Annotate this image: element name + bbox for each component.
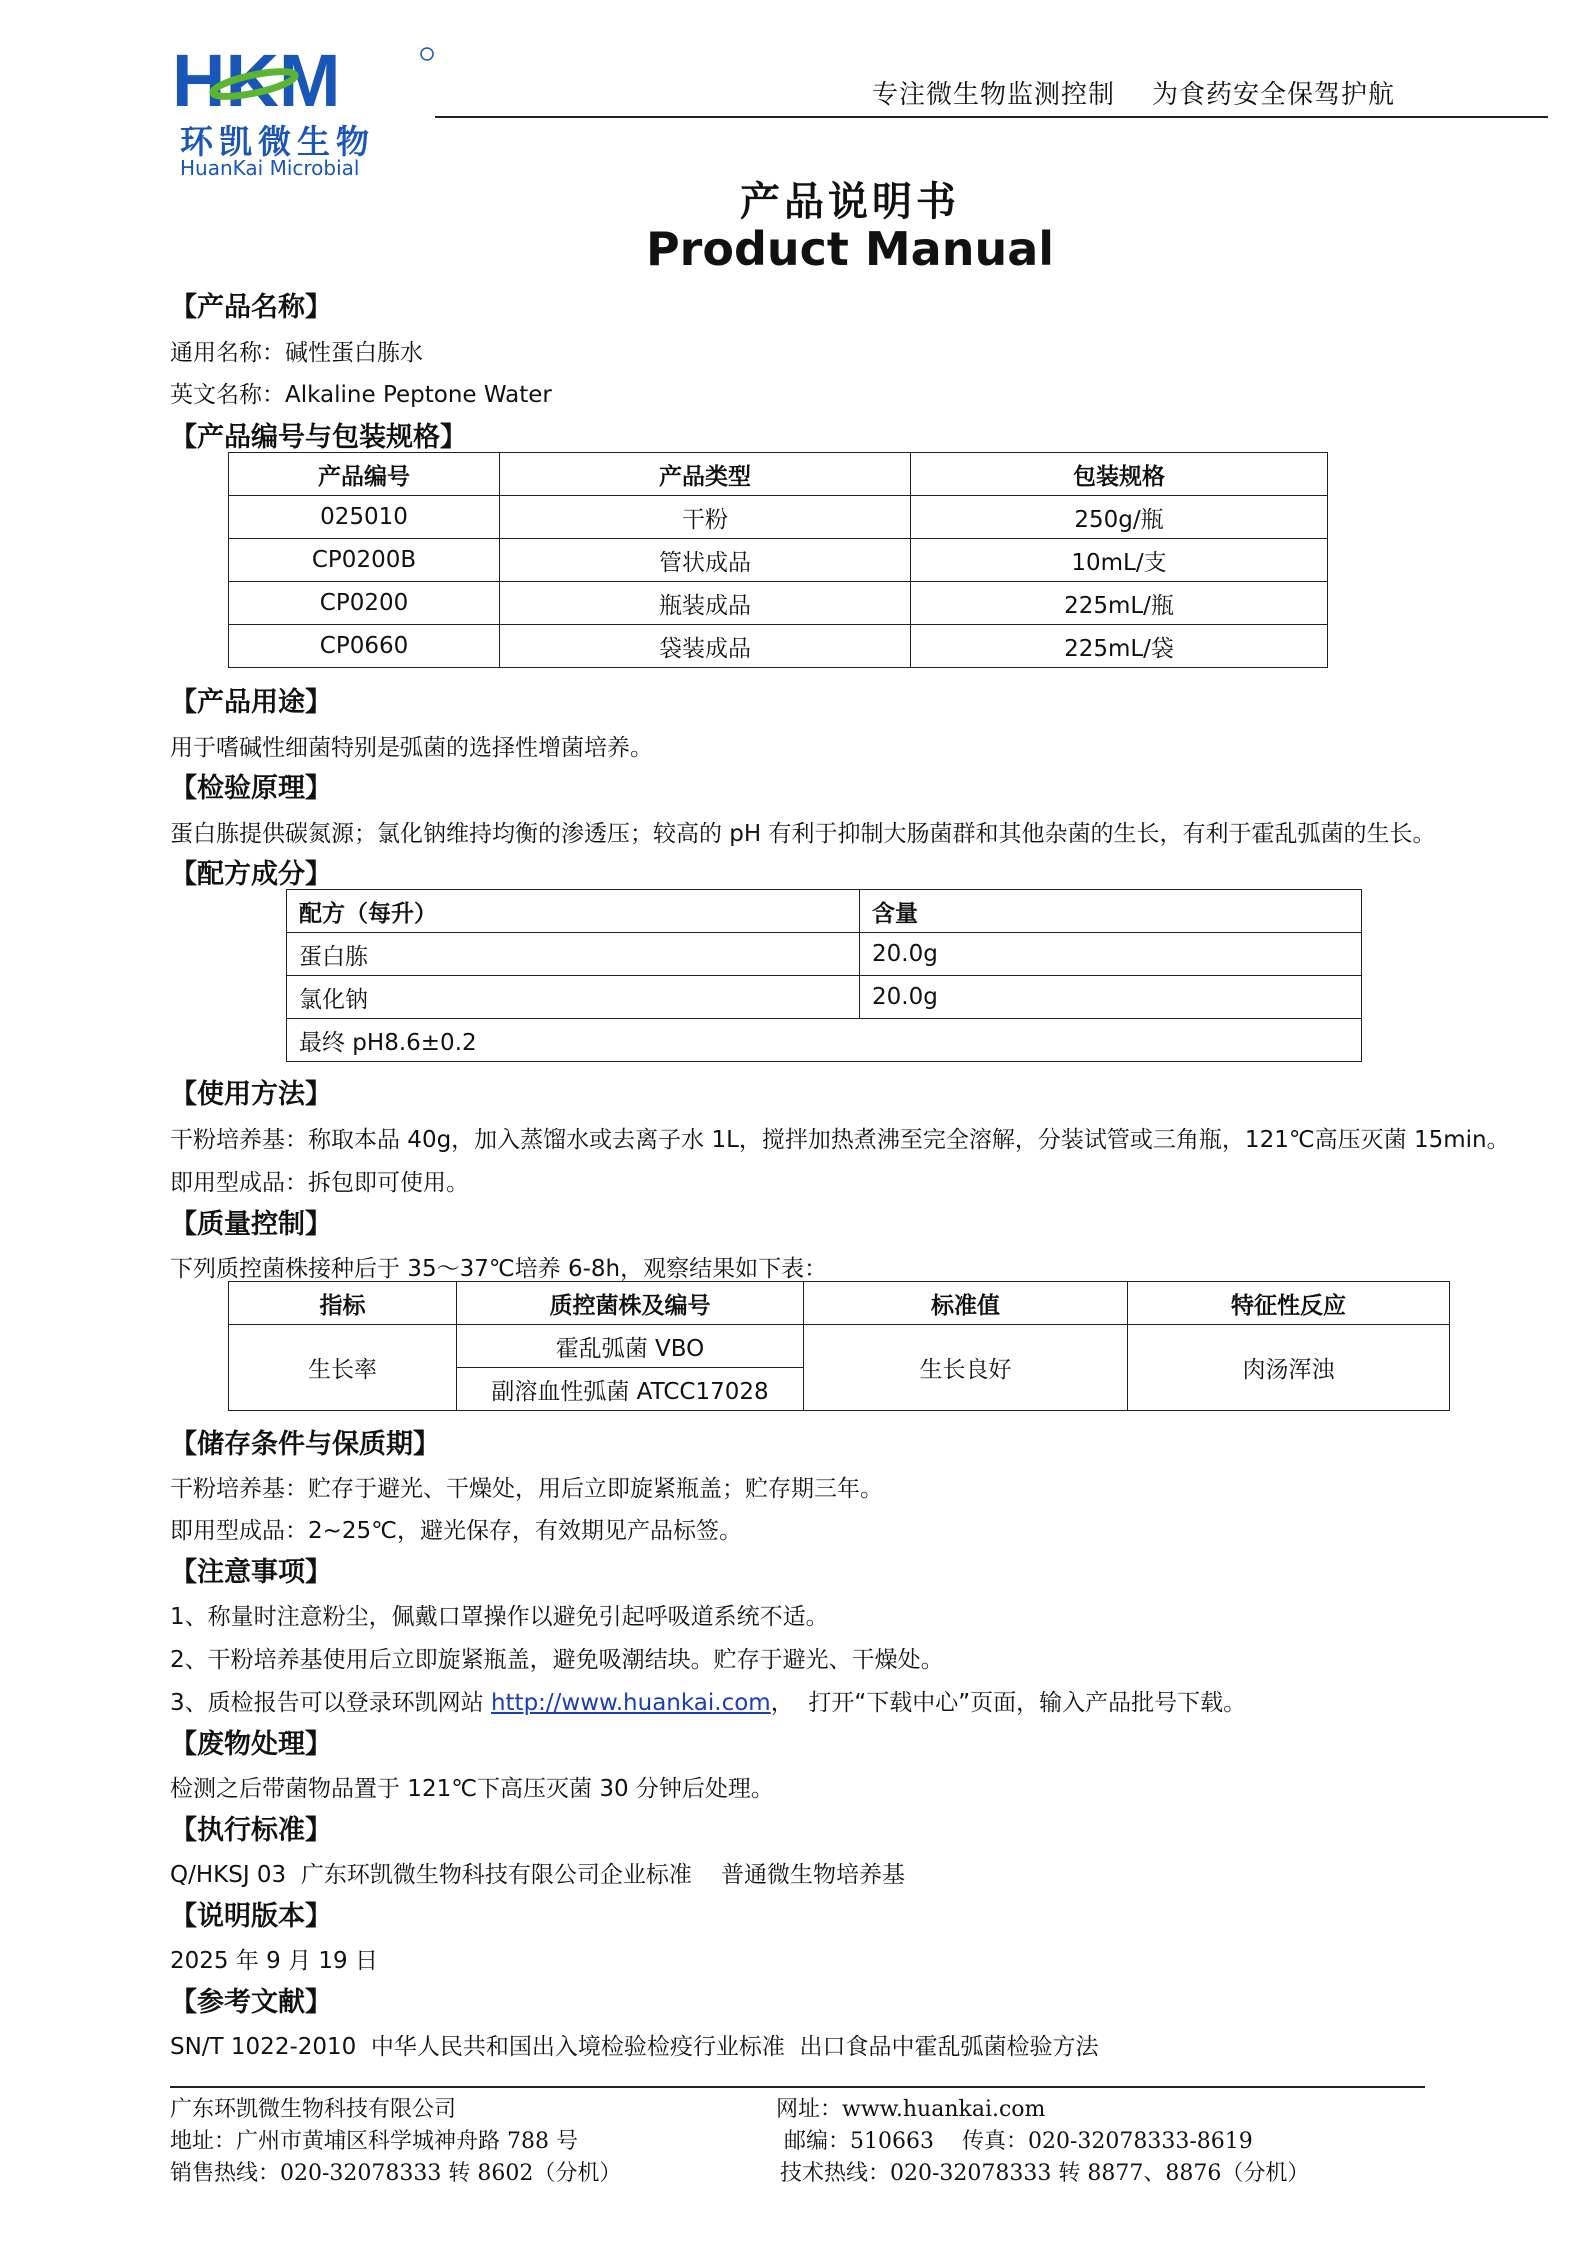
table-cell: CP0200B (229, 539, 500, 582)
qc-standard: 生长良好 (804, 1325, 1128, 1411)
english-name: 英文名称：Alkaline Peptone Water (170, 382, 552, 408)
website-link[interactable]: http://www.huankai.com (490, 1690, 771, 1716)
doc-title-en: Product Manual (645, 222, 1055, 276)
qc-table (228, 1281, 1450, 1411)
section-heading-name: 【产品名称】 (170, 292, 332, 323)
usage-text: 用于嗜碱性细菌特别是弧菌的选择性增菌培养。 (170, 735, 653, 761)
standard-text: Q/HKSJ 03 广东环凯微生物科技有限公司企业标准 普通微生物培养基 (170, 1862, 906, 1888)
qc-strain: 霍乱弧菌 VBO (457, 1325, 804, 1368)
logo-letters: HKM (172, 44, 341, 122)
table-cell: 225mL/袋 (911, 625, 1328, 668)
method-ready: 即用型成品：拆包即可使用。 (170, 1170, 469, 1196)
header-slogan: 专注微生物监测控制 为食药安全保驾护航 (872, 80, 1396, 110)
storage-powder: 干粉培养基：贮存于避光、干燥处，用后立即旋紧瓶盖；贮存期三年。 (170, 1476, 883, 1502)
disposal-text: 检测之后带菌物品置于 121℃下高压灭菌 30 分钟后处理。 (170, 1776, 774, 1802)
table-cell: 瓶装成品 (500, 582, 911, 625)
footer-sales-hotline: 销售热线：020-32078333 转 8602（分机） (170, 2161, 622, 2186)
doc-title-cn: 产品说明书 (740, 179, 960, 225)
principle-text: 蛋白胨提供碳氮源；氯化钠维持均衡的渗透压；较高的 pH 有利于抑制大肠菌群和其他杂菌的生长，有利于霍乱弧菌的生长。 (170, 821, 1436, 847)
table-row (229, 539, 1328, 582)
table-row (287, 1019, 1362, 1062)
section-heading-formula: 【配方成分】 (170, 859, 332, 890)
company-logo (172, 44, 442, 180)
table-header-cell: 配方（每升） (287, 890, 860, 933)
section-heading-version: 【说明版本】 (170, 1901, 332, 1932)
footer-divider (170, 2086, 1425, 2088)
note-2: 2、干粉培养基使用后立即旋紧瓶盖，避免吸潮结块。贮存于避光、干燥处。 (170, 1647, 944, 1673)
table-cell: 蛋白胨 (287, 933, 860, 976)
table-cell: 225mL/瓶 (911, 582, 1328, 625)
table-row (287, 933, 1362, 976)
table-cell: CP0660 (229, 625, 500, 668)
table-cell: 10mL/支 (911, 539, 1328, 582)
method-powder: 干粉培养基：称取本品 40g，加入蒸馏水或去离子水 1L，搅拌加热煮沸至完全溶解，分装试管或三角瓶，121℃高压灭菌 15min。 (170, 1127, 1510, 1153)
section-heading-references: 【参考文献】 (170, 1987, 332, 2018)
table-header-cell: 含量 (860, 890, 1362, 933)
table-header-cell: 标准值 (804, 1282, 1128, 1325)
section-heading-standard: 【执行标准】 (170, 1815, 332, 1846)
logo-english-name: HuanKai Microbial (180, 156, 360, 180)
final-ph-cell: 最终 pH8.6±0.2 (287, 1019, 1362, 1062)
table-cell: CP0200 (229, 582, 500, 625)
table-header-cell: 产品编号 (229, 453, 500, 496)
section-heading-principle: 【检验原理】 (170, 773, 332, 804)
qc-reaction: 肉汤浑浊 (1128, 1325, 1450, 1411)
table-cell: 250g/瓶 (911, 496, 1328, 539)
table-header-cell: 指标 (229, 1282, 457, 1325)
table-cell: 干粉 (500, 496, 911, 539)
footer-website: 网址：www.huankai.com (776, 2097, 1046, 2122)
section-heading-storage: 【储存条件与保质期】 (170, 1429, 440, 1460)
table-cell: 氯化钠 (287, 976, 860, 1019)
qc-intro: 下列质控菌株接种后于 35～37℃培养 6-8h，观察结果如下表： (170, 1256, 828, 1282)
section-heading-method: 【使用方法】 (170, 1079, 332, 1110)
section-heading-qc: 【质量控制】 (170, 1209, 332, 1240)
table-cell: 20.0g (860, 933, 1362, 976)
table-header-row (229, 453, 1328, 496)
note-3 (170, 1684, 1246, 1717)
table-header-row (287, 890, 1362, 933)
section-heading-disposal: 【废物处理】 (170, 1729, 332, 1760)
version-text: 2025 年 9 月 19 日 (170, 1948, 378, 1974)
table-row (229, 582, 1328, 625)
note-1: 1、称量时注意粉尘，佩戴口罩操作以避免引起呼吸道系统不适。 (170, 1604, 829, 1630)
table-header-cell: 特征性反应 (1128, 1282, 1450, 1325)
formula-table (286, 889, 1362, 1062)
footer-zip-fax: 邮编：510663 传真：020-32078333-8619 (784, 2129, 1253, 2154)
table-header-cell: 包装规格 (911, 453, 1328, 496)
storage-ready: 即用型成品：2~25℃，避光保存，有效期见产品标签。 (170, 1518, 743, 1544)
packaging-table (228, 452, 1328, 668)
table-cell: 025010 (229, 496, 500, 539)
note-3-prefix: 3、质检报告可以登录环凯网站 (170, 1690, 491, 1716)
note-3-suffix: ， 打开“下载中心”页面，输入产品批号下载。 (770, 1690, 1247, 1716)
section-heading-packaging: 【产品编号与包装规格】 (170, 422, 467, 453)
table-cell: 20.0g (860, 976, 1362, 1019)
logo-chinese-name: 环凯微生物 (180, 122, 375, 161)
footer-company: 广东环凯微生物科技有限公司 (170, 2097, 457, 2122)
section-heading-notes: 【注意事项】 (170, 1557, 332, 1588)
table-header-row (229, 1282, 1450, 1325)
table-row (229, 625, 1328, 668)
table-cell: 管状成品 (500, 539, 911, 582)
footer-address: 地址：广州市黄埔区科学城神舟路 788 号 (170, 2129, 578, 2154)
references-text: SN/T 1022-2010 中华人民共和国出入境检验检疫行业标准 出口食品中霍乱弧菌检验方法 (170, 2034, 1099, 2060)
qc-indicator: 生长率 (229, 1325, 457, 1411)
common-name: 通用名称：碱性蛋白胨水 (170, 340, 423, 366)
section-heading-usage: 【产品用途】 (170, 687, 332, 718)
table-row (229, 1325, 1450, 1368)
table-cell: 袋装成品 (500, 625, 911, 668)
footer-tech-hotline: 技术热线：020-32078333 转 8877、8876（分机） (780, 2161, 1310, 2186)
table-header-cell: 产品类型 (500, 453, 911, 496)
qc-strain: 副溶血性弧菌 ATCC17028 (457, 1368, 804, 1411)
table-row (287, 976, 1362, 1019)
header-divider (435, 116, 1548, 118)
table-header-cell: 质控菌株及编号 (457, 1282, 804, 1325)
hkm-logo-mark (172, 44, 442, 126)
table-row (229, 496, 1328, 539)
